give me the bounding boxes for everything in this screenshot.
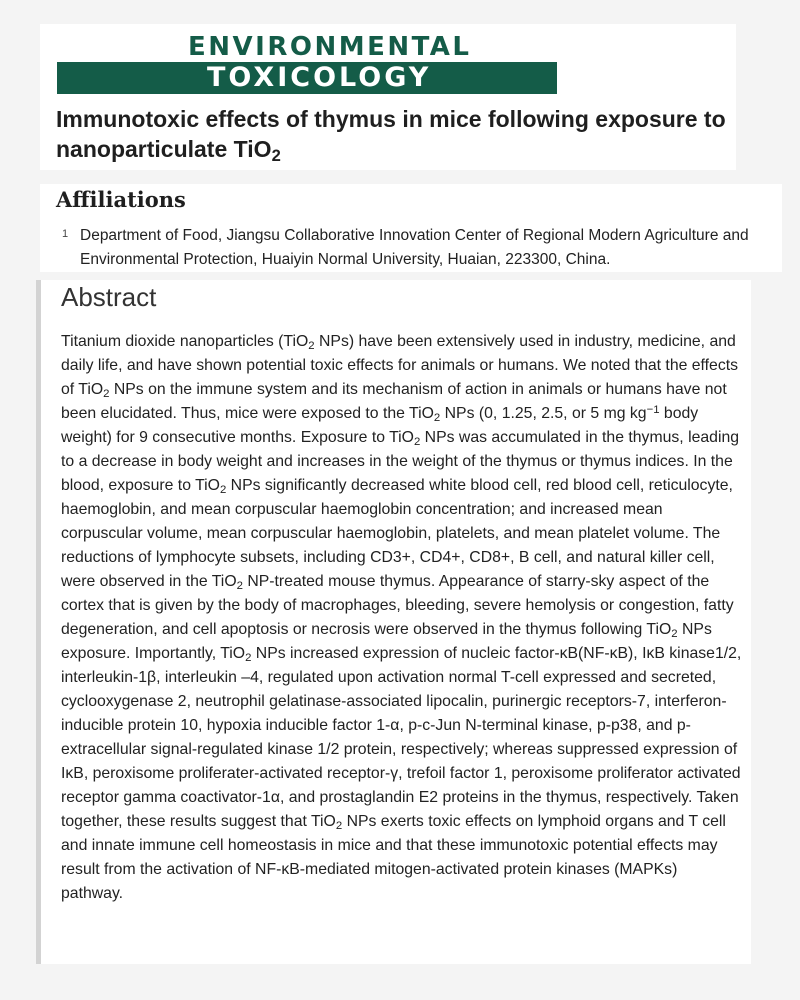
abstract-subscript: 2 [413,435,421,448]
article-title-text: Immunotoxic effects of thymus in mice following exposure to nanoparticulate TiO [56,106,726,162]
abstract-heading: Abstract [61,282,157,312]
abstract-section [36,280,751,964]
abstract-text-segment: body weight) for 9 consecutive months. Exposure to TiO [61,405,699,446]
abstract-subscript: 2 [236,579,243,592]
affiliations-heading: Affiliations [56,187,186,212]
abstract-text-segment: NPs exposure. Importantly, TiO [61,621,712,662]
abstract-subscript: 2 [335,819,343,832]
article-header [40,24,736,170]
abstract-subscript: 2 [671,627,678,640]
affiliation-text: Department of Food, Jiangsu Collaborative Innovation Center of Regional Modern Agriculture and Environmental Protection, Huaiyin Normal University, Huaian, 223300, China. [80,227,749,268]
abstract-subscript: 2 [245,651,252,664]
abstract-text-segment: Titanium dioxide nanoparticles (TiO [61,333,309,350]
abstract-subscript: 2 [103,387,110,400]
journal-logo-top: ENVIRONMENTAL [188,32,472,62]
abstract-text-segment: NP-treated mouse thymus. Appearance of starry-sky aspect of the cortex that is given by the body of macrophages, bleeding, severe hemolysis or congestion, fatty degeneration, and cell apoptosis or necrosis were observed in the thymus following TiO [61,573,734,638]
abstract-text-segment: NPs on the immune system and its mechanism of action in animals or humans have not been elucidated. Thus, mice were exposed to the TiO [61,381,727,422]
abstract-text-segment: NPs exerts toxic effects on lymphoid organs and T cell and innate immune cell homeostasis in mice and that these immunotoxic potential effects may result from the activation of NF-κB-mediated mitogen-activated protein kinases (MAPKs) pathway. [61,813,726,902]
abstract-text-segment: NPs was accumulated in the thymus, leading to a decrease in body weight and increases in the weight of the thymus or thymus indices. In the blood, exposure to TiO [61,429,740,494]
article-title [56,104,726,164]
abstract-subscript: 2 [308,339,315,352]
article-title-subscript: 2 [271,146,281,166]
affiliation-number: 1 [62,228,69,240]
abstract-superscript: −1 [646,403,660,416]
affiliations-section [40,184,782,272]
abstract-text-segment: NPs) have been extensively used in industry, medicine, and daily life, and have shown potential toxic effects for animals or humans. We noted that the effects of TiO [61,333,739,398]
abstract-text-segment: NPs significantly decreased white blood cell, red blood cell, reticulocyte, haemoglobin, and mean corpuscular haemoglobin concentration; and increased mean corpuscular volume, mean corpuscular haemoglobin, platelets, and mean platelet volume. The reductions of lymphocyte subsets, including CD3+, CD4+, CD8+, B cell, and natural killer cell, were observed in the TiO [61,477,733,590]
abstract-subscript: 2 [219,483,227,496]
abstract-body [61,330,743,906]
journal-logo-bar[interactable] [57,62,557,94]
abstract-subscript: 2 [433,411,441,424]
abstract-text-segment: NPs (0, 1.25, 2.5, or 5 mg kg [440,405,647,422]
abstract-text-segment: NPs increased expression of nucleic factor-κB(NF-κB), IκB kinase1/2, interleukin-1β, interleukin –4, regulated upon activation normal T-cell expressed and secreted, cyclooxygenase 2, neutrophil gelatinase-associated lipocalin, purinergic receptors-7, interferon-inducible protein 10, hypoxia inducible factor 1-α, p-c-Jun N-terminal kinase, p-p38, and p-extracellular signal-regulated kinase 1/2 protein, respectively; whereas suppressed expression of IκB, peroxisome proliferater-activated receptor-γ, trefoil factor 1, peroxisome proliferator activated receptor gamma coactivator-1α, and prostaglandin E2 proteins in the thymus, respectively. Taken together, these results suggest that TiO [61,645,742,830]
journal-logo-bottom: TOXICOLOGY [207,62,432,93]
